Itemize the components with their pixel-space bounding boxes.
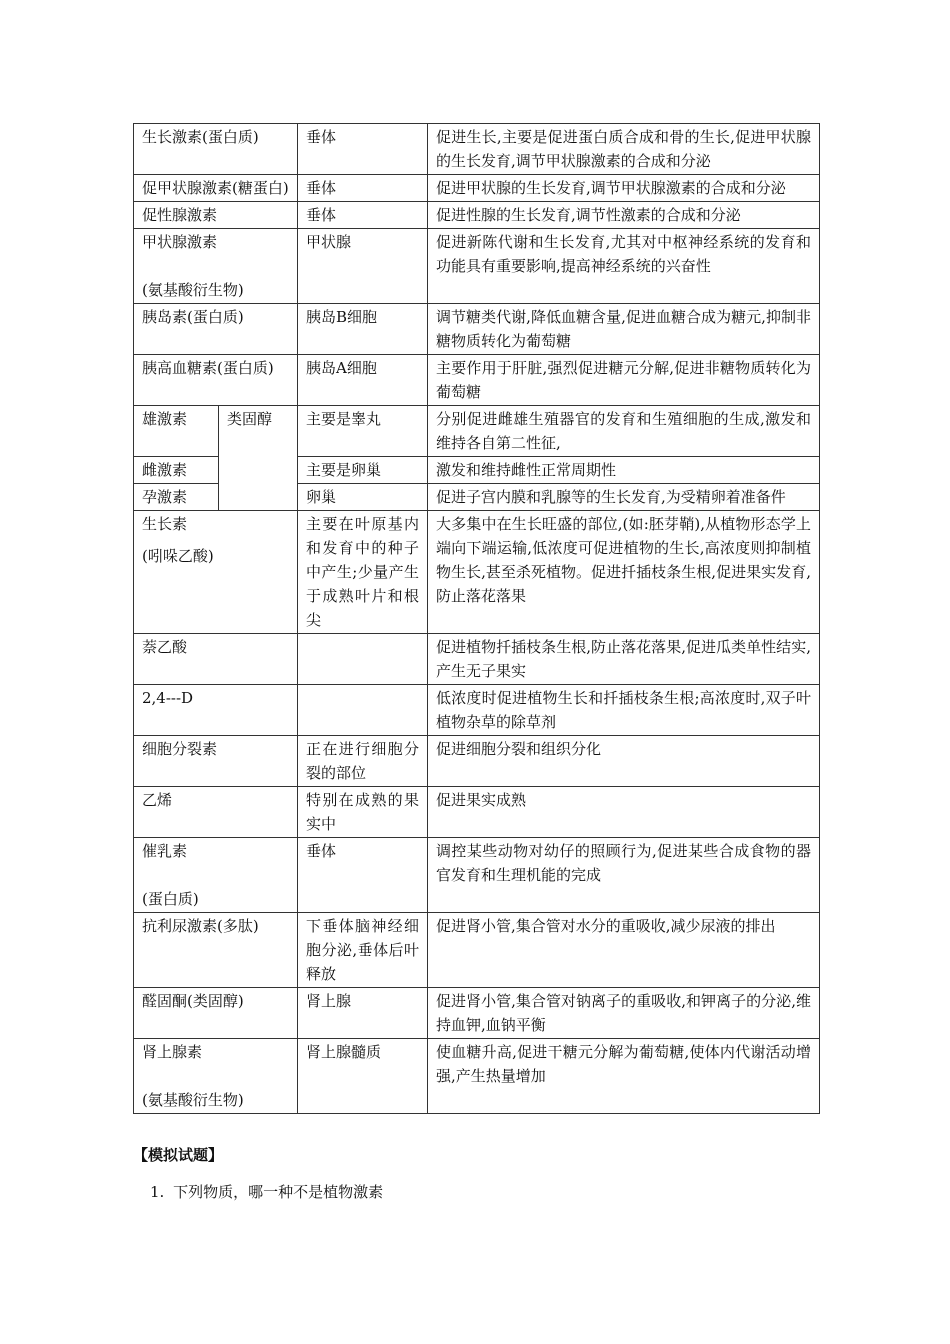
hormone-name-cell: 甲状腺激素 (氨基酸衍生物) bbox=[134, 229, 298, 304]
source-cell: 下垂体脑神经细胞分泌,垂体后叶释放 bbox=[298, 913, 428, 988]
hormone-name-cell: 促性腺激素 bbox=[134, 202, 298, 229]
hormone-table bbox=[133, 123, 820, 1114]
hormone-name-cell: 肾上腺素 (氨基酸衍生物) bbox=[134, 1039, 298, 1114]
table-row bbox=[134, 634, 820, 685]
function-cell: 促进肾小管,集合管对钠离子的重吸收,和钾离子的分泌,维持血钾,血钠平衡 bbox=[428, 988, 820, 1039]
function-cell: 促进生长,主要是促进蛋白质合成和骨的生长,促进甲状腺的生长发育,调节甲状腺激素的合成和分泌 bbox=[428, 124, 820, 175]
chemical-nature-note: (氨基酸衍生物) bbox=[142, 281, 244, 299]
hormone-name-cell: 2,4---D bbox=[134, 685, 298, 736]
table-row bbox=[134, 175, 820, 202]
function-cell: 分别促进雌雄生殖器官的发育和生殖细胞的生成,激发和维持各自第二性征, bbox=[428, 406, 820, 457]
function-cell: 低浓度时促进植物生长和扦插枝条生根;高浓度时,双子叶植物杂草的除草剂 bbox=[428, 685, 820, 736]
function-cell: 调节糖类代谢,降低血糖含量,促进血糖合成为糖元,抑制非糖物质转化为葡萄糖 bbox=[428, 304, 820, 355]
table-row bbox=[134, 736, 820, 787]
hormone-name-cell: 醛固酮(类固醇) bbox=[134, 988, 298, 1039]
source-cell: 甲状腺 bbox=[298, 229, 428, 304]
source-cell: 肾上腺 bbox=[298, 988, 428, 1039]
function-cell: 促进肾小管,集合管对水分的重吸收,减少尿液的排出 bbox=[428, 913, 820, 988]
function-cell: 使血糖升高,促进干糖元分解为葡萄糖,使体内代谢活动增强,产生热量增加 bbox=[428, 1039, 820, 1114]
function-cell: 主要作用于肝脏,强烈促进糖元分解,促进非糖物质转化为葡萄糖 bbox=[428, 355, 820, 406]
source-cell: 肾上腺髓质 bbox=[298, 1039, 428, 1114]
source-cell: 主要在叶原基内和发育中的种子中产生;少量产生于成熟叶片和根尖 bbox=[298, 511, 428, 634]
source-cell: 垂体 bbox=[298, 202, 428, 229]
table-row bbox=[134, 838, 820, 913]
steroid-group-cell: 类固醇 bbox=[219, 406, 298, 511]
function-cell: 促进新陈代谢和生长发育,尤其对中枢神经系统的发育和功能具有重要影响,提高神经系统的兴奋性 bbox=[428, 229, 820, 304]
function-cell: 促进细胞分裂和组织分化 bbox=[428, 736, 820, 787]
source-cell: 卵巢 bbox=[298, 484, 428, 511]
source-cell bbox=[298, 685, 428, 736]
table-row bbox=[134, 202, 820, 229]
source-cell: 胰岛A细胞 bbox=[298, 355, 428, 406]
source-cell: 主要是卵巢 bbox=[298, 457, 428, 484]
hormone-name-cell: 胰高血糖素(蛋白质) bbox=[134, 355, 298, 406]
table-row bbox=[134, 304, 820, 355]
table-row bbox=[134, 355, 820, 406]
hormone-name-cell: 胰岛素(蛋白质) bbox=[134, 304, 298, 355]
section-heading: 【模拟试题】 bbox=[133, 1146, 224, 1164]
question-item bbox=[150, 1180, 383, 1204]
function-cell: 促进植物扦插枝条生根,防止落花落果,促进瓜类单性结实,产生无子果实 bbox=[428, 634, 820, 685]
hormone-name-cell: 催乳素 (蛋白质) bbox=[134, 838, 298, 913]
source-cell: 垂体 bbox=[298, 175, 428, 202]
hormone-name-cell: 生长素 (吲哚乙酸) bbox=[134, 511, 298, 634]
table-row bbox=[134, 685, 820, 736]
hormone-name-cell: 细胞分裂素 bbox=[134, 736, 298, 787]
hormone-name-cell: 萘乙酸 bbox=[134, 634, 298, 685]
table-row bbox=[134, 988, 820, 1039]
function-cell: 促进子宫内膜和乳腺等的生长发育,为受精卵着准备件 bbox=[428, 484, 820, 511]
hormone-name-cell: 雌激素 bbox=[134, 457, 219, 484]
table-row bbox=[134, 511, 820, 634]
function-cell: 调控某些动物对幼仔的照顾行为,促进某些合成食物的器官发育和生理机能的完成 bbox=[428, 838, 820, 913]
table-row bbox=[134, 1039, 820, 1114]
function-cell: 激发和维持雌性正常周期性 bbox=[428, 457, 820, 484]
function-cell: 促进果实成熟 bbox=[428, 787, 820, 838]
chemical-nature-note: (蛋白质) bbox=[142, 890, 199, 908]
hormone-name-cell: 雄激素 bbox=[134, 406, 219, 457]
table-row bbox=[134, 229, 820, 304]
chemical-nature-note: (氨基酸衍生物) bbox=[142, 1091, 244, 1109]
function-cell: 促进性腺的生长发育,调节性激素的合成和分泌 bbox=[428, 202, 820, 229]
chemical-nature-note: (吲哚乙酸) bbox=[142, 547, 214, 565]
table-row bbox=[134, 406, 820, 457]
source-cell: 特别在成熟的果实中 bbox=[298, 787, 428, 838]
function-cell: 促进甲状腺的生长发育,调节甲状腺激素的合成和分泌 bbox=[428, 175, 820, 202]
source-cell: 主要是睾丸 bbox=[298, 406, 428, 457]
hormone-name-cell: 抗利尿激素(多肽) bbox=[134, 913, 298, 988]
question-number: 1. bbox=[150, 1183, 165, 1201]
source-cell bbox=[298, 634, 428, 685]
question-text: 下列物质，哪一种不是植物激素 bbox=[173, 1183, 384, 1201]
table-row bbox=[134, 124, 820, 175]
table-row bbox=[134, 913, 820, 988]
source-cell: 垂体 bbox=[298, 838, 428, 913]
hormone-name-cell: 孕激素 bbox=[134, 484, 219, 511]
source-cell: 垂体 bbox=[298, 124, 428, 175]
table-row bbox=[134, 787, 820, 838]
hormone-name-cell: 乙烯 bbox=[134, 787, 298, 838]
hormone-name-cell: 生长激素(蛋白质) bbox=[134, 124, 298, 175]
source-cell: 正在进行细胞分裂的部位 bbox=[298, 736, 428, 787]
function-cell: 大多集中在生长旺盛的部位,(如:胚芽鞘),从植物形态学上端向下端运输,低浓度可促进植物的生长,高浓度则抑制植物生长,甚至杀死植物。促进扦插枝条生根,促进果实发育,防止落花落果 bbox=[428, 511, 820, 634]
source-cell: 胰岛B细胞 bbox=[298, 304, 428, 355]
hormone-name-cell: 促甲状腺激素(糖蛋白) bbox=[134, 175, 298, 202]
